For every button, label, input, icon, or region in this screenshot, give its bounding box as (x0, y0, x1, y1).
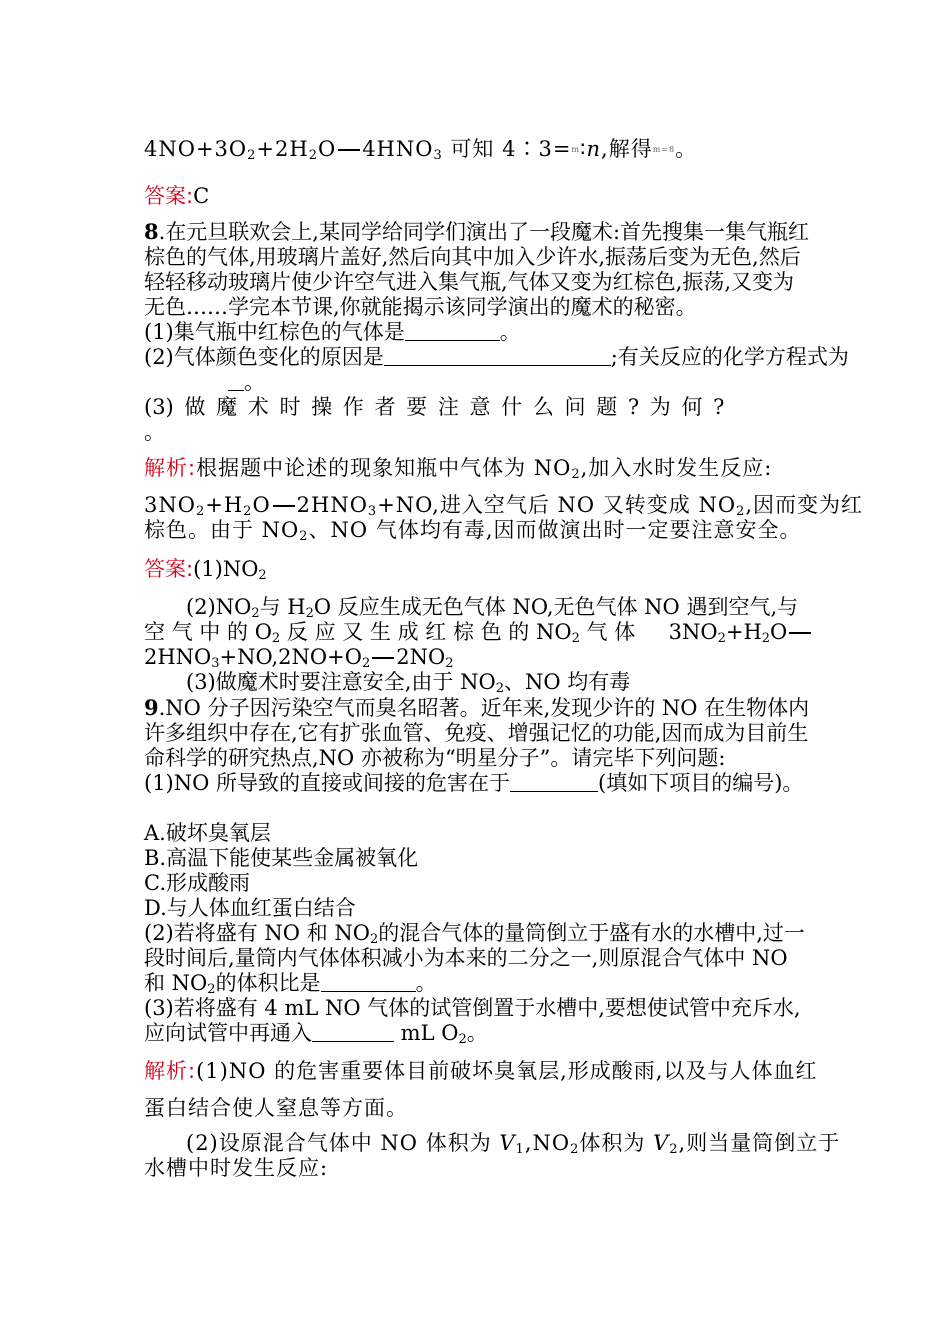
subscript: 2 (251, 606, 260, 621)
subscript: 2 (570, 1142, 580, 1157)
equation-line-1 (144, 137, 814, 162)
subscript: 2 (305, 606, 314, 621)
subscript: 2 (271, 631, 281, 646)
text: 棕色。由于 NO (144, 518, 300, 542)
text: +NO,进入空气后 NO 又转变成 NO (377, 493, 737, 517)
text: (2)设原混合气体中 NO 体积为 (186, 1131, 500, 1155)
analysis-label: 解析: (144, 456, 197, 480)
question-number: 9 (144, 695, 159, 720)
text: 可知 4∶3= (450, 137, 572, 161)
subscript: 2 (247, 148, 257, 163)
fraction-eq: = (661, 145, 669, 154)
answer-blank (405, 322, 500, 341)
answer-8-2 (144, 595, 814, 620)
question-8-2c (144, 370, 814, 395)
text: ∶ (580, 137, 587, 161)
text: ,NO (524, 1131, 571, 1155)
answer-7 (144, 184, 814, 209)
question-9-3 (144, 996, 814, 1046)
text: 2NO (396, 645, 446, 669)
text: 蛋白结合使人窒息等方面。 (144, 1096, 408, 1120)
subscript: 2 (258, 568, 267, 583)
fraction (653, 146, 662, 154)
text: 水槽中时发生反应: (144, 1156, 329, 1180)
text: (1)集气瓶中红棕色的气体是 (144, 320, 405, 344)
text: B.高温下能使某些金属被氧化 (144, 846, 419, 870)
subscript: 2 (369, 932, 379, 947)
answer-label: 答案: (144, 557, 194, 581)
text: O (317, 137, 337, 161)
text: 、NO 均有毒 (503, 670, 631, 694)
analysis-8-line-2 (144, 493, 864, 519)
text: 、NO 气体均有毒,因而做演出时一定要注意安全。 (308, 518, 802, 542)
answer-label: 答案: (144, 184, 194, 208)
answer-8-2c (144, 645, 814, 670)
text: 空 气 中 的 O (144, 620, 272, 644)
option-a (144, 821, 814, 846)
var: V (653, 1131, 670, 1155)
question-8-3b (144, 420, 814, 445)
question-8-2 (144, 345, 849, 370)
text: 4HNO (362, 137, 434, 161)
subscript: 3 (367, 504, 378, 519)
text: (3)若将盛有 4 mL NO 气体的试管倒置于水槽中,要想使试管中充斥水,应向试管中再通入 (144, 996, 801, 1045)
text: (2)若将盛有 NO 和 NO (144, 921, 370, 945)
answer-8-1 (144, 557, 814, 582)
subscript: 3 (433, 148, 443, 163)
text: ,因而变为红 (745, 493, 864, 517)
fraction-num: 8 (669, 145, 676, 154)
option-d (144, 896, 814, 921)
text: 。 (244, 370, 265, 394)
text: 。 (144, 420, 165, 444)
question-8-3 (144, 395, 814, 420)
var: V (499, 1131, 516, 1155)
analysis-9-line-1 (144, 1059, 818, 1084)
subscript: 2 (717, 631, 726, 646)
text: A.破坏臭氧层 (144, 821, 271, 845)
subscript: 2 (445, 656, 454, 671)
subscript: 2 (458, 1032, 467, 1047)
analysis-8-line-1 (144, 456, 814, 481)
text: (填如下项目的编号)。 (598, 771, 804, 795)
subscript: 3 (211, 656, 220, 671)
text: +H (725, 620, 762, 644)
subscript: 2 (308, 148, 318, 163)
fraction-num: m (652, 145, 662, 154)
equals-sign (789, 632, 811, 634)
subscript: 2 (736, 504, 746, 519)
text: +H (205, 493, 244, 517)
subscript: 2 (495, 681, 504, 696)
question-8-1 (144, 320, 814, 345)
text: ,则当量筒倒立于 (678, 1131, 841, 1155)
text: 。 (675, 137, 698, 161)
analysis-9-line-3 (144, 1131, 841, 1157)
text: +NO,2NO+O (219, 645, 362, 669)
answer-blank (384, 347, 611, 366)
question-9 (144, 695, 814, 771)
option-c (144, 871, 814, 896)
text: 与 H (259, 595, 306, 619)
text: (2)NO (186, 595, 252, 619)
subscript: 1 (515, 1142, 525, 1157)
text: (3)做魔术时要注意安全,由于 NO (186, 670, 496, 694)
fraction (571, 146, 580, 154)
text: mL O (394, 1021, 459, 1045)
text: C.形成酸雨 (144, 871, 250, 895)
text: (1)NO 所导致的直接或间接的危害在于 (144, 771, 511, 795)
text: 。 (466, 1021, 488, 1045)
analysis-8-line-3 (144, 518, 814, 543)
equals-sign (273, 505, 295, 507)
question-9-1 (144, 771, 814, 796)
question-number: 8 (144, 219, 159, 244)
subscript: 2 (243, 504, 253, 519)
analysis-9-line-2 (144, 1096, 814, 1121)
page-content (144, 128, 864, 1181)
subscript: 2 (571, 467, 581, 482)
fraction-num: m (571, 145, 581, 154)
question-9-2 (144, 921, 814, 996)
text: ,解得 (601, 137, 653, 161)
text: 2HNO (144, 645, 212, 669)
answer-value: C (193, 184, 210, 208)
analysis-9-line-4 (144, 1156, 814, 1181)
text: 反 应 又 生 成 红 棕 色 的 NO (286, 620, 572, 644)
text: (1)NO (193, 557, 259, 581)
text: (3) 做 魔 术 时 操 作 者 要 注 意 什 么 问 题 ? 为 何 ? (144, 395, 725, 419)
subscript: 2 (361, 656, 371, 671)
subscript: 2 (761, 631, 771, 646)
question-text: 在元旦联欢会上,某同学给同学们演出了一段魔术:首先搜集一集气瓶红棕色的气体,用玻璃片盖好,然后向其中加入少许水,振荡后变为无色,然后轻轻移动玻璃片使少许空气进入集气瓶,气体又变为红棕色,振荡,又变为无色……学完本节课,你就能揭示该同学演出的魔术的秘密。 (144, 220, 810, 319)
answer-8-3 (144, 670, 814, 695)
text: 的体积比是 (215, 971, 321, 995)
question-8: 8.在元旦联欢会上,某同学给同学们演出了一段魔术:首先搜集一集气瓶红棕色的气体,用玻璃片盖好,然后向其中加入少许水,振荡后变为无色,然后轻轻移动玻璃片使少许空气进入集气瓶,气体又变为红棕色,振荡,又变为无色……学完本节课,你就能揭示该同学演出的魔术的秘密。 (144, 219, 810, 319)
answer-8-2b (144, 620, 814, 645)
answer-blank (510, 773, 598, 792)
text: 4NO+3O (144, 137, 248, 161)
answer-blank (321, 973, 416, 992)
text: 。 (499, 320, 521, 344)
text: D.与人体血红蛋白结合 (144, 896, 356, 920)
text: O (770, 620, 788, 644)
text: (2)气体颜色变化的原因是 (144, 345, 384, 369)
subscript: 2 (299, 529, 309, 544)
answer-blank (312, 1023, 394, 1042)
subscript: 2 (571, 631, 580, 646)
equals-sign (372, 657, 394, 659)
text: 体积为 (579, 1131, 654, 1155)
text: 3NO (144, 493, 196, 517)
subscript: 2 (669, 1142, 679, 1157)
text: 2HNO (296, 493, 368, 517)
subscript: 2 (207, 982, 216, 997)
equals-sign (338, 149, 360, 151)
text: 气 体 (586, 620, 636, 644)
text: 根据题中论述的现象知瓶中气体为 NO (196, 456, 572, 480)
text: ;有关反应的化学方程式为 (610, 345, 849, 369)
text: O 反应生成无色气体 NO,无色气体 NO 遇到空气,与 (313, 595, 799, 619)
question-text: .NO 分子因污染空气而臭名昭著。近年来,发现少许的 NO 在生物体内许多组织中存在,它有扩张血管、免疫、增强记忆的功能,因而成为目前生命科学的研究热点,NO 亦被称为“明星分子”。请完毕下列问题: (144, 696, 810, 770)
var-n: n (586, 137, 602, 161)
answer-blank (228, 372, 244, 391)
text: 的混合气体的量筒倒立于盛有水的水槽中,过一段时间后,量筒内气体体积减小为本来的二分之一,则原混合气体中 NO 和 NO (144, 921, 805, 995)
subscript: 2 (195, 504, 206, 519)
option-b (144, 846, 814, 871)
text: 3NO (668, 620, 718, 644)
text: (1)NO 的危害重要体目前破坏臭氧层,形成酸雨,以及与人体血红 (196, 1059, 818, 1083)
text: ,加入水时发生反应: (580, 456, 773, 480)
text: +2H (256, 137, 309, 161)
analysis-label: 解析: (144, 1059, 197, 1083)
text: 。 (415, 971, 437, 995)
text: O (252, 493, 271, 517)
